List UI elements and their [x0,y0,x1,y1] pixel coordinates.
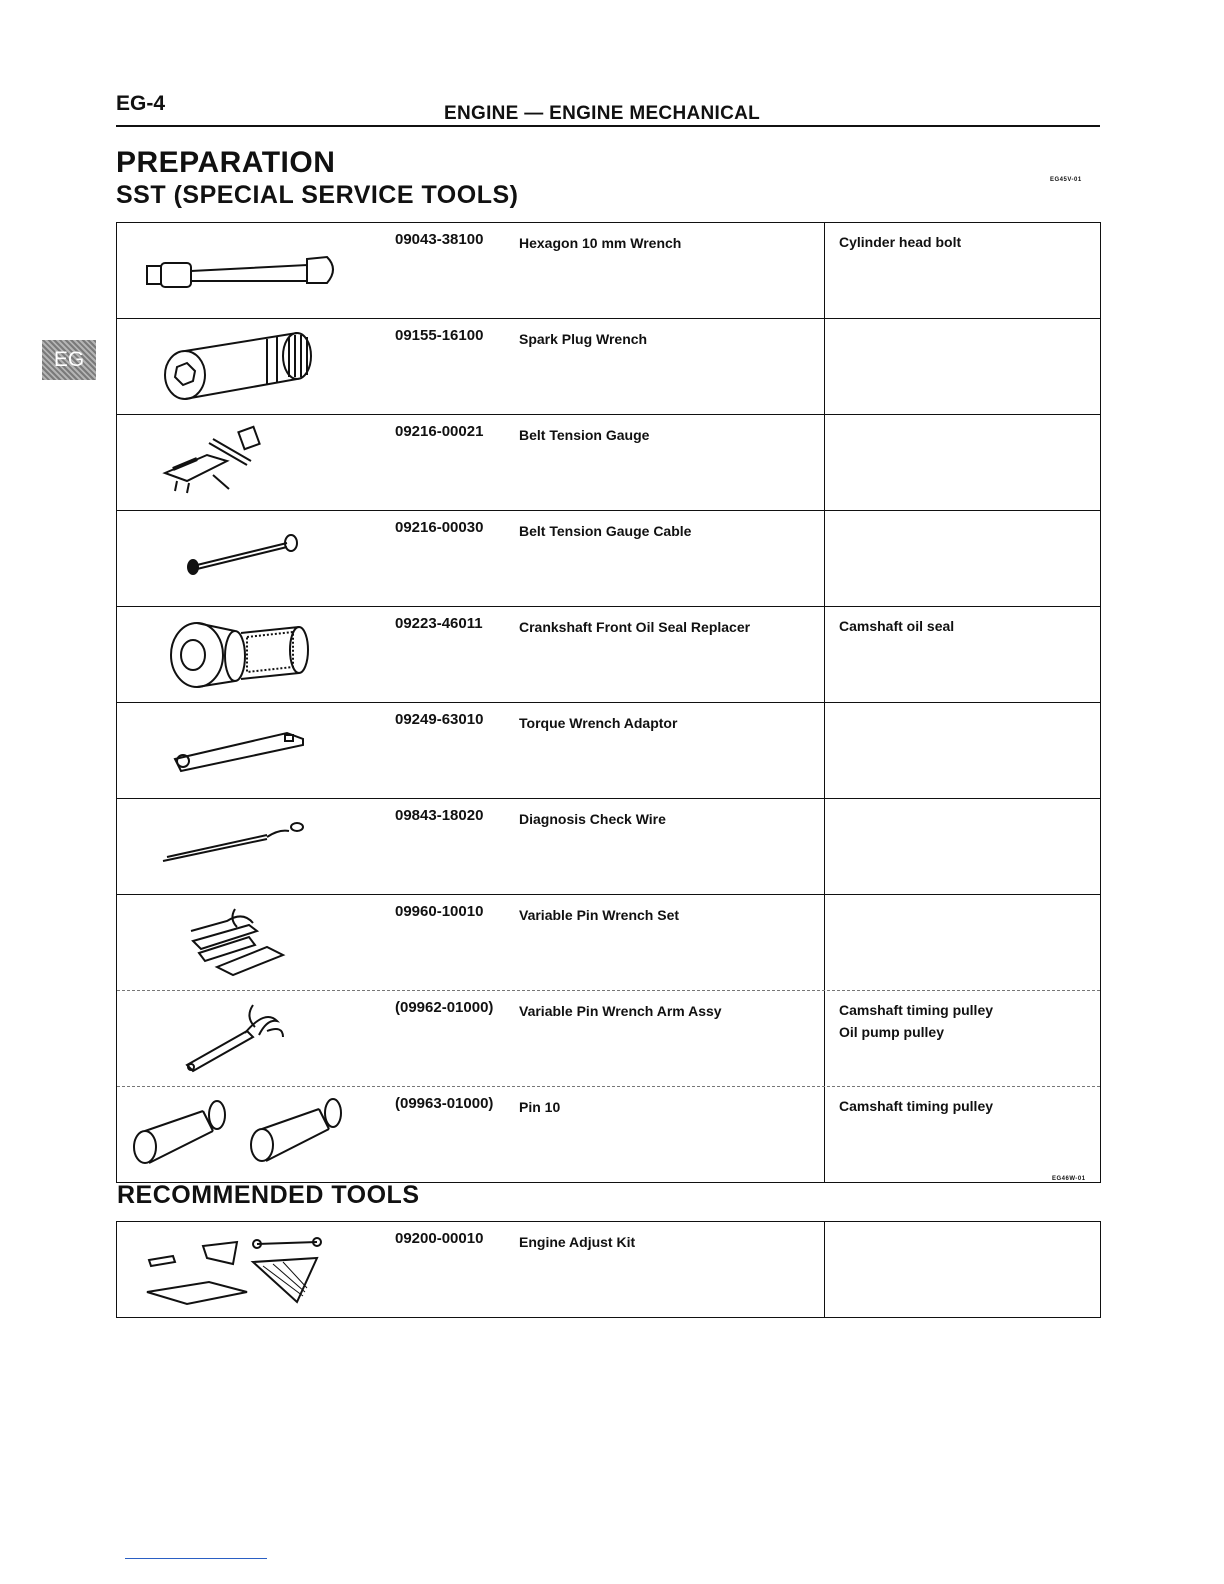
tool-name: Belt Tension Gauge [519,427,650,443]
tool-use [824,415,1100,510]
tool-name: Variable Pin Wrench Arm Assy [519,1003,722,1019]
sst-ref-code: EG45V-01 [1050,177,1082,183]
tool-use: Camshaft timing pulley [824,1087,1100,1182]
tool-name: Engine Adjust Kit [519,1234,636,1250]
part-number: 09200-00010 [395,1230,484,1247]
tool-use [824,319,1100,414]
pin-wrench-set-icon [117,895,395,990]
table-row [117,606,1100,702]
tool-name: Belt Tension Gauge Cable [519,523,692,539]
tool-name: Spark Plug Wrench [519,331,648,347]
table-row [117,894,1100,990]
tool-use: Camshaft timing pulley Oil pump pulley [824,991,1100,1086]
tool-use [824,799,1100,894]
page-number: EG-4 [116,92,166,115]
side-tab: EG [42,340,96,380]
pin-wrench-arm-icon [117,991,395,1086]
part-number: 09249-63010 [395,711,484,728]
spark-plug-wrench-icon [117,319,395,414]
section-subtitle: SST (SPECIAL SERVICE TOOLS) [116,181,519,209]
tool-use [824,895,1100,990]
part-number: 09043-38100 [395,231,484,248]
table-row [117,510,1100,606]
part-number: (09963-01000) [395,1095,494,1112]
gauge-cable-icon [117,511,395,606]
header-rule [116,125,1100,127]
tool-use [824,1222,1100,1317]
table-row [117,318,1100,414]
belt-tension-gauge-icon [117,415,395,510]
header-title: ENGINE — ENGINE MECHANICAL [444,103,761,124]
check-wire-icon [117,799,395,894]
tool-use: Cylinder head bolt [824,223,1100,318]
oil-seal-replacer-icon [117,607,395,702]
hexagon-wrench-icon [117,223,395,318]
part-number: 09843-18020 [395,807,484,824]
tool-name: Crankshaft Front Oil Seal Replacer [519,619,751,635]
torque-wrench-adaptor-icon [117,703,395,798]
part-number: 09960-10010 [395,903,484,920]
tool-use: Camshaft oil seal [824,607,1100,702]
engine-adjust-kit-icon [117,1222,395,1317]
table-row [117,990,1100,1086]
table-row [117,702,1100,798]
tool-use [824,703,1100,798]
tool-name: Torque Wrench Adaptor [519,715,678,731]
pin-icon [117,1087,395,1182]
part-number: (09962-01000) [395,999,494,1016]
part-number: 09216-00030 [395,519,484,536]
table-row [117,414,1100,510]
part-number: 09223-46011 [395,615,483,632]
tool-name: Variable Pin Wrench Set [519,907,680,923]
table-row [117,223,1100,318]
section-title: PREPARATION [116,146,336,179]
part-number: 09216-00021 [395,423,484,440]
table-row [117,1086,1100,1182]
recommended-table [116,1221,1101,1318]
tool-name: Pin 10 [519,1099,561,1115]
tool-use [824,511,1100,606]
table-row [117,1222,1100,1317]
tool-name: Diagnosis Check Wire [519,811,666,827]
recommended-title: RECOMMENDED TOOLS [117,1181,420,1209]
part-number: 09155-16100 [395,327,484,344]
sst-table [116,222,1101,1183]
footer-line [125,1558,267,1559]
table-row [117,798,1100,894]
tool-name: Hexagon 10 mm Wrench [519,235,682,251]
recommended-ref-code: EG46W-01 [1052,1176,1086,1182]
